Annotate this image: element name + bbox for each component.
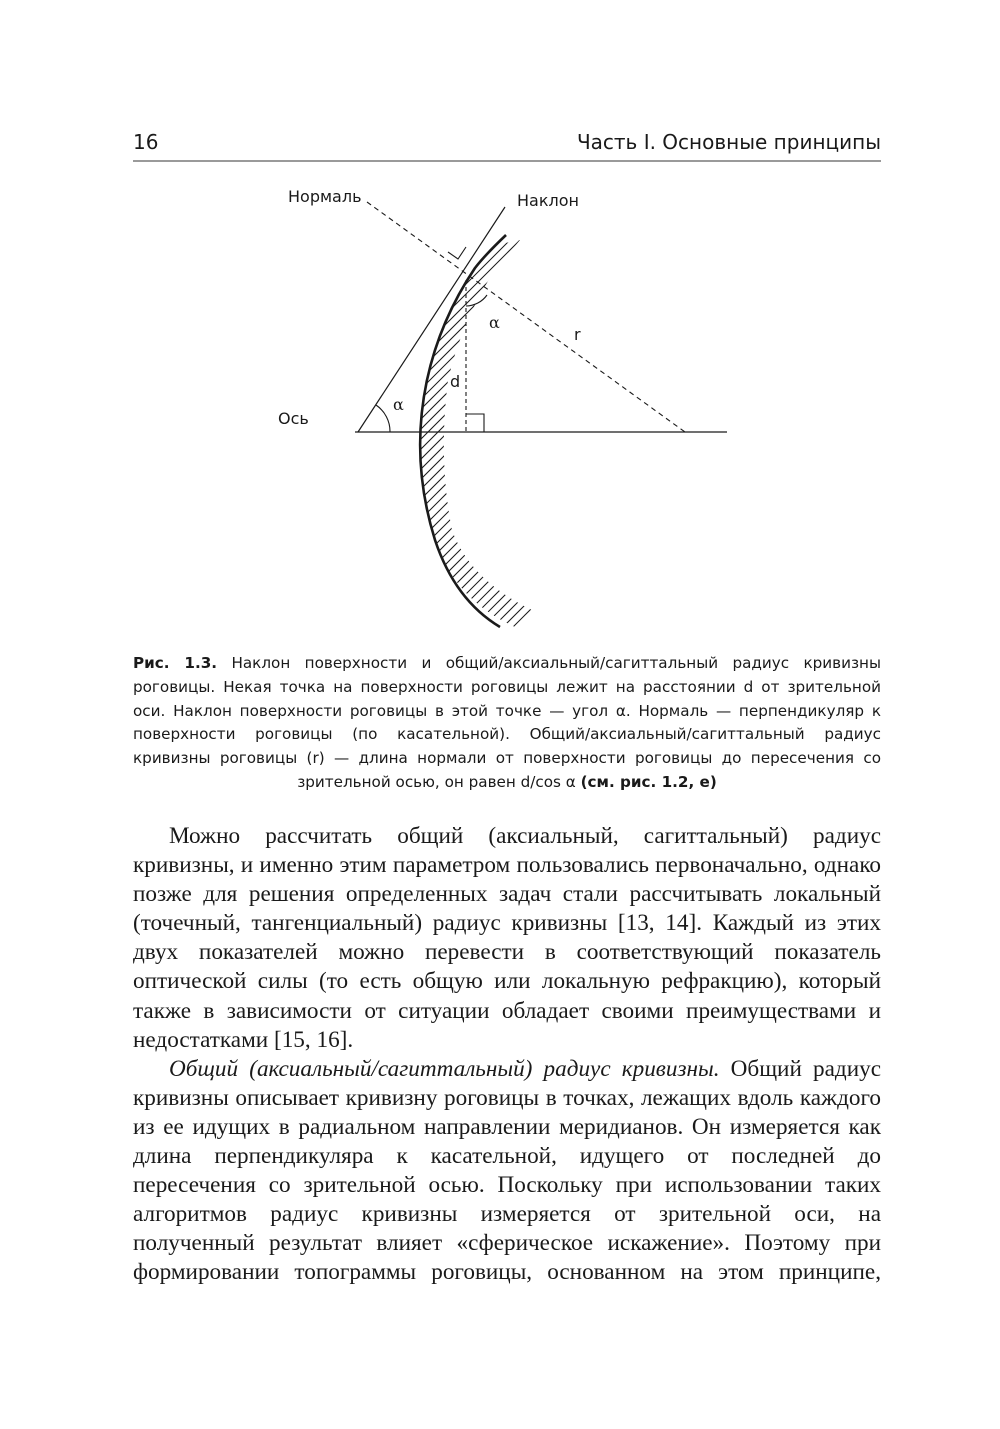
figure-caption [133,652,881,795]
page-header [133,124,881,162]
caption-text: Наклон поверхности и общий/аксиальный/сагиттальный радиус кривизны роговицы. Некая точка на поверхности роговицы лежит на расстоянии d от зрительной оси. Наклон поверхности роговицы в этой точке — угол α. Нормаль — перпендикуляр к поверхности роговицы (по касательной). Общий/аксиальный/сагиттальный радиус кривизны роговицы (r) — длина нормали от поверхности роговицы до пересечения со зрительной осью, он равен d/cos α [133,654,881,791]
paragraph-2-heading: Общий (аксиальный/сагиттальный) радиус кривизны. [169,1055,720,1082]
running-title: Часть I. Основные принципы [576,130,881,154]
axis-label: Ось [278,409,309,428]
page-number: 16 [133,130,159,154]
cornea-diagram [270,180,740,640]
right-angle-marker-top [448,247,466,259]
cornea-hatching [410,180,550,640]
alpha-label-axis: α [393,395,404,414]
alpha-label-surface: α [489,313,500,332]
d-label: d [450,372,461,391]
r-label: r [574,325,581,344]
paragraph-2-text: Общий радиус кривизны описывает кривизну роговицы в точках, лежащих вдоль каждого из ее идущих в радиальном направлении меридианов. Он измеряется как длина перпендикуляра к касательной, идущего от последней до пересечения со зрительной осью. Поскольку при использовании таких алгоритмов радиус кривизны измеряется от зрительной оси, на полученный результат влияет «сферическое искажение». Поэтому при формировании топограммы роговицы, основанном на этом принципе, [133,1055,881,1286]
slope-label: Наклон [517,191,579,210]
normal-label: Нормаль [288,187,362,206]
body-text [133,822,881,1288]
paragraph-2 [133,1055,881,1288]
caption-reference: (см. рис. 1.2, е) [580,772,717,791]
paragraph-1: Можно рассчитать общий (аксиальный, сагиттальный) радиус кривизны, и именно этим параметром пользовались первоначально, однако позже для решения определенных задач стали рассчитывать локальный (точечный, тангенциальный) радиус кривизны [13, 14]. Каждый из этих двух показателей можно перевести в соответствующий показатель оптической силы (то есть общую или локальную рефракцию), который также в зависимости от ситуации обладает своими преимуществами и недостатками [15, 16]. [133,823,881,1053]
alpha-arc-axis [376,405,390,432]
right-angle-marker-axis [466,414,484,432]
normal-line [367,202,685,432]
caption-prefix: Рис. 1.3. [133,654,218,672]
figure-diagram [270,180,740,640]
